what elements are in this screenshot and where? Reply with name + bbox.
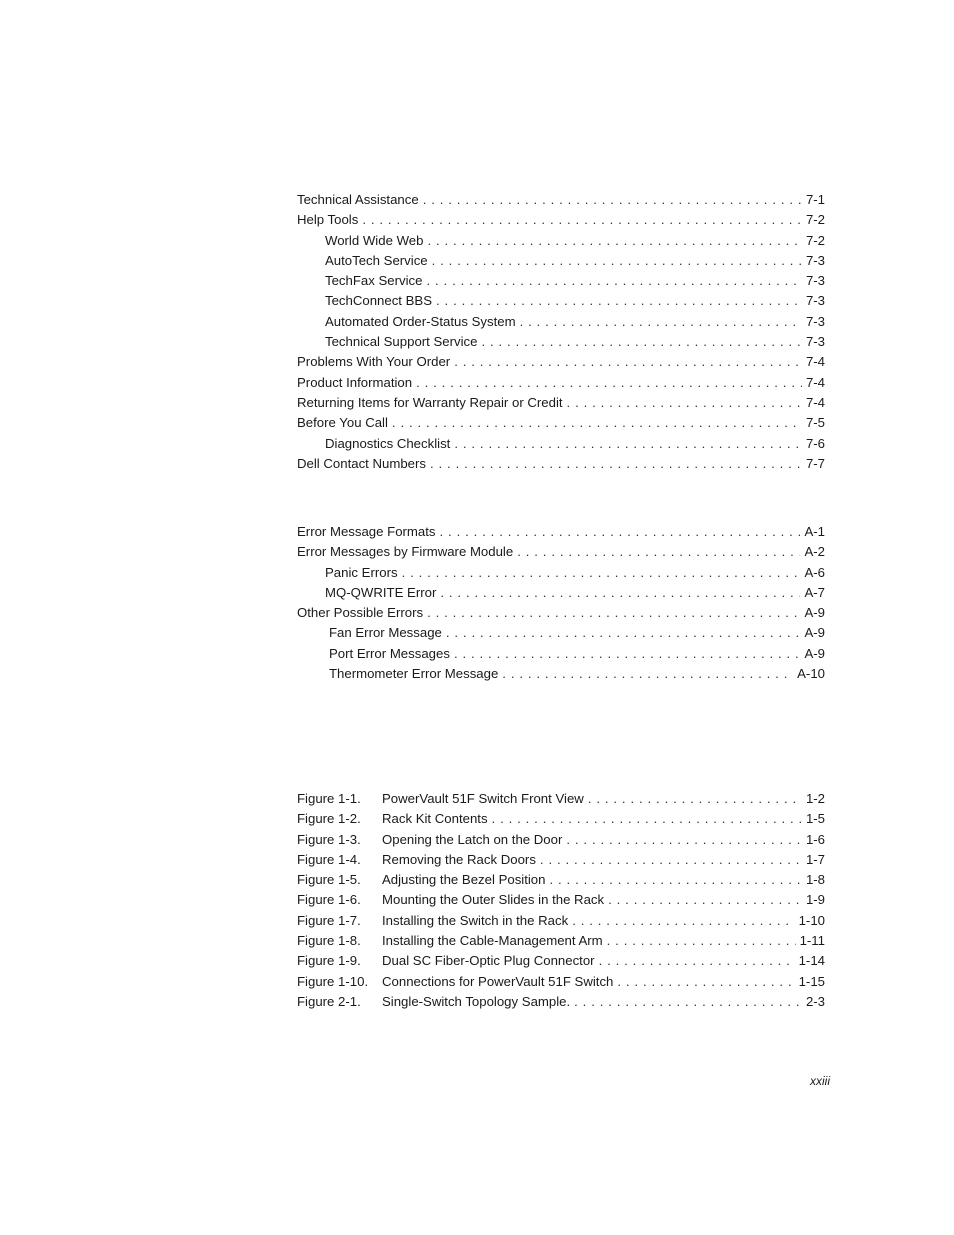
- list-of-figures: [297, 789, 825, 1012]
- toc-entry: [297, 623, 825, 643]
- figure-page: 2-3: [805, 993, 825, 1009]
- figure-page: 1-14: [798, 953, 825, 969]
- dot-leader: [572, 911, 794, 931]
- dot-leader: [426, 271, 801, 291]
- toc-entry-title: Problems With Your Order: [297, 354, 451, 370]
- figure-number: Figure 1-8.: [297, 933, 361, 949]
- figure-entry: [297, 809, 825, 829]
- toc-entry: [297, 352, 825, 372]
- toc-entry: [297, 644, 825, 664]
- toc-entry-title: Thermometer Error Message: [329, 666, 499, 682]
- toc-entry-page: 7-3: [805, 313, 825, 329]
- toc-entry-page: 7-6: [805, 435, 825, 451]
- dot-leader: [492, 809, 802, 829]
- toc-entry-title: Port Error Messages: [329, 645, 450, 661]
- figure-title: Opening the Latch on the Door: [382, 831, 563, 847]
- figure-page: 1-15: [798, 973, 825, 989]
- toc-entry-page: A-7: [804, 584, 825, 600]
- toc-entry-page: A-2: [804, 544, 825, 560]
- toc-entry: [297, 603, 825, 623]
- dot-leader: [599, 951, 795, 971]
- dot-leader: [416, 373, 802, 393]
- dot-leader: [423, 190, 802, 210]
- toc-entry-title: Other Possible Errors: [297, 605, 424, 621]
- toc-section-1: [297, 190, 825, 474]
- figure-entry: [297, 951, 825, 971]
- toc-entry: [297, 583, 825, 603]
- dot-leader: [617, 972, 794, 992]
- toc-entry-title: Technical Assistance: [297, 192, 419, 207]
- toc-entry-title: Error Message Formats: [297, 524, 436, 539]
- toc-entry: [297, 271, 825, 291]
- dot-leader: [454, 352, 802, 372]
- figure-title: Single-Switch Topology Sample.: [382, 993, 571, 1009]
- figure-number: Figure 1-9.: [297, 953, 361, 969]
- toc-entry-page: 7-7: [805, 455, 825, 471]
- toc-entry-title: World Wide Web: [325, 232, 424, 248]
- figure-entry: [297, 870, 825, 890]
- dot-leader: [588, 789, 802, 809]
- dot-leader: [446, 623, 801, 643]
- figure-page: 1-8: [805, 872, 825, 888]
- toc-entry-page: A-10: [797, 666, 825, 682]
- dot-leader: [362, 210, 802, 230]
- figure-page: 1-6: [805, 831, 825, 847]
- dot-leader: [440, 522, 801, 542]
- toc-entry: [297, 563, 825, 583]
- toc-entry-title: Error Messages by Firmware Module: [297, 544, 514, 560]
- toc-entry-title: Panic Errors: [325, 564, 398, 580]
- figure-title: Rack Kit Contents: [382, 811, 488, 827]
- figure-title: Dual SC Fiber-Optic Plug Connector: [382, 953, 595, 969]
- toc-entry: [297, 664, 825, 684]
- toc-entry: [297, 454, 825, 474]
- toc-entry: [297, 210, 825, 230]
- dot-leader: [430, 454, 802, 474]
- toc-entry-page: 7-3: [805, 273, 825, 289]
- toc-entry-page: 7-2: [805, 212, 825, 228]
- dot-leader: [454, 644, 801, 664]
- toc-entry-page: 7-3: [805, 334, 825, 350]
- dot-leader: [607, 931, 796, 951]
- toc-entry: [297, 542, 825, 562]
- toc-entry-title: Product Information: [297, 374, 413, 390]
- dot-leader: [436, 291, 802, 311]
- toc-entry-title: AutoTech Service: [325, 252, 428, 268]
- dot-leader: [566, 830, 802, 850]
- figure-title: Removing the Rack Doors: [382, 851, 536, 867]
- figure-number: Figure 1-2.: [297, 811, 361, 827]
- toc-entry-page: A-6: [804, 564, 825, 580]
- figure-number: Figure 1-4.: [297, 851, 361, 867]
- dot-leader: [567, 393, 802, 413]
- toc-entry-title: Diagnostics Checklist: [325, 435, 451, 451]
- toc-entry: [297, 434, 825, 454]
- dot-leader: [520, 312, 802, 332]
- toc-entry: [297, 522, 825, 542]
- dot-leader: [432, 251, 802, 271]
- figure-entry: [297, 850, 825, 870]
- dot-leader: [540, 850, 802, 870]
- toc-entry-page: 7-1: [805, 192, 825, 207]
- toc-entry-title: Automated Order-Status System: [325, 313, 516, 329]
- dot-leader: [454, 434, 802, 454]
- toc-entry: [297, 332, 825, 352]
- figure-title: Installing the Cable-Management Arm: [382, 933, 603, 949]
- dot-leader: [427, 231, 801, 251]
- figure-entry: [297, 890, 825, 910]
- toc-entry-page: A-9: [804, 645, 825, 661]
- figure-page: 1-10: [798, 912, 825, 928]
- figure-page: 1-9: [805, 892, 825, 908]
- toc-entry-page: 7-4: [805, 394, 825, 410]
- toc-entry-page: A-9: [804, 605, 825, 621]
- figure-number: Figure 1-7.: [297, 912, 361, 928]
- toc-entry: [297, 373, 825, 393]
- dot-leader: [502, 664, 793, 684]
- toc-entry: [297, 231, 825, 251]
- toc-entry-title: TechFax Service: [325, 273, 423, 289]
- figure-entry: [297, 830, 825, 850]
- toc-entry: [297, 251, 825, 271]
- page-number: xxiii: [810, 1074, 830, 1088]
- dot-leader: [440, 583, 800, 603]
- figure-entry: [297, 972, 825, 992]
- figure-title: Adjusting the Bezel Position: [382, 872, 546, 888]
- dot-leader: [574, 992, 802, 1012]
- figure-title: Mounting the Outer Slides in the Rack: [382, 892, 605, 908]
- toc-entry: [297, 413, 825, 433]
- toc-entry: [297, 291, 825, 311]
- figure-page: 1-5: [805, 811, 825, 827]
- toc-entry: [297, 393, 825, 413]
- figure-entry: [297, 911, 825, 931]
- figure-title: Installing the Switch in the Rack: [382, 912, 569, 928]
- toc-entry-title: Technical Support Service: [325, 334, 478, 350]
- figure-number: Figure 1-10.: [297, 973, 369, 989]
- figure-page: 1-7: [805, 851, 825, 867]
- figure-page: 1-2: [805, 791, 825, 806]
- dot-leader: [608, 890, 802, 910]
- dot-leader: [392, 413, 802, 433]
- figure-title: PowerVault 51F Switch Front View: [382, 791, 584, 806]
- toc-entry-page: 7-2: [805, 232, 825, 248]
- figure-number: Figure 1-3.: [297, 831, 361, 847]
- dot-leader: [481, 332, 801, 352]
- toc-entry-page: 7-5: [805, 415, 825, 431]
- figure-number: Figure 1-6.: [297, 892, 361, 908]
- figure-title: Connections for PowerVault 51F Switch: [382, 973, 614, 989]
- toc-entry-page: 7-3: [805, 252, 825, 268]
- toc-entry-title: MQ-QWRITE Error: [325, 584, 437, 600]
- toc-entry-page: 7-4: [805, 374, 825, 390]
- toc-section-2: [297, 522, 825, 684]
- toc-entry: [297, 312, 825, 332]
- toc-entry-title: Fan Error Message: [329, 625, 442, 641]
- toc-entry-page: 7-3: [805, 293, 825, 309]
- toc-entry-title: TechConnect BBS: [325, 293, 433, 309]
- figure-number: Figure 1-5.: [297, 872, 361, 888]
- toc-entry-title: Dell Contact Numbers: [297, 455, 426, 471]
- toc-entry-page: 7-4: [805, 354, 825, 370]
- toc-entry-title: Returning Items for Warranty Repair or Credit: [297, 394, 563, 410]
- dot-leader: [402, 563, 801, 583]
- dot-leader: [427, 603, 800, 623]
- figure-entry: [297, 789, 825, 809]
- toc-entry-title: Before You Call: [297, 415, 388, 431]
- figure-number: Figure 2-1.: [297, 993, 361, 1009]
- dot-leader: [549, 870, 801, 890]
- toc-entry: [297, 190, 825, 210]
- dot-leader: [517, 542, 800, 562]
- toc-entry-page: A-9: [804, 625, 825, 641]
- figure-number: Figure 1-1.: [297, 791, 361, 806]
- figure-entry: [297, 992, 825, 1012]
- toc-entry-page: A-1: [804, 524, 825, 539]
- figure-page: 1-11: [799, 933, 825, 949]
- toc-entry-title: Help Tools: [297, 212, 359, 228]
- figure-entry: [297, 931, 825, 951]
